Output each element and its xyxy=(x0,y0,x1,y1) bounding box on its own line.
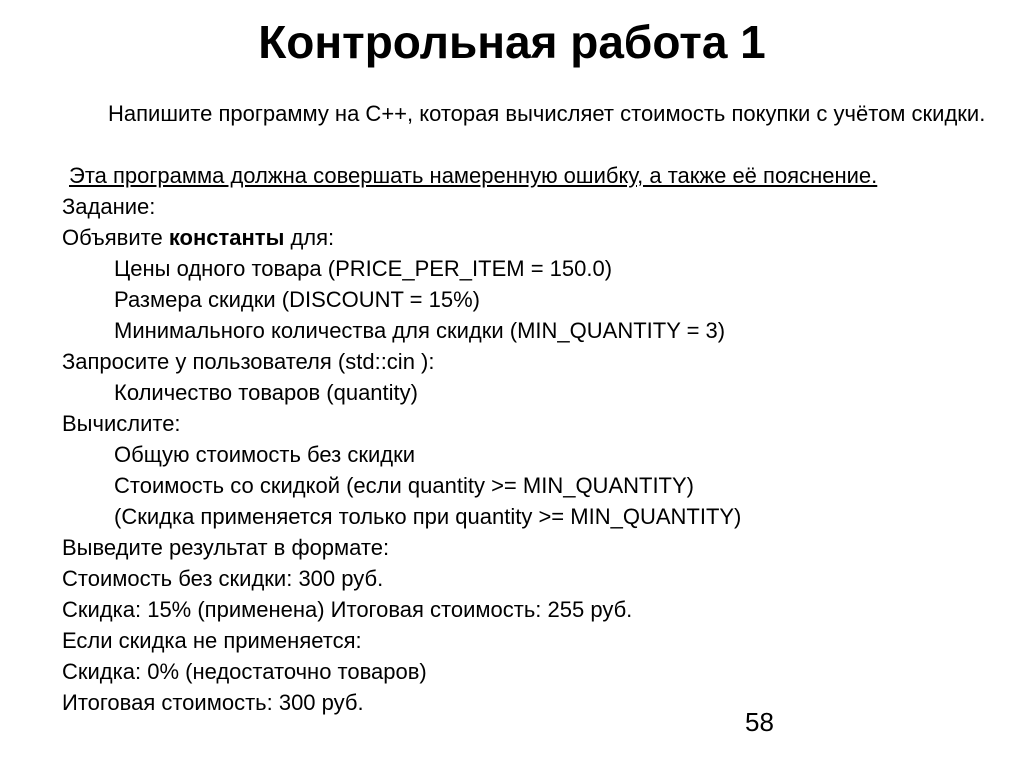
declare-suffix: для: xyxy=(284,225,335,250)
compute-item-total: Общую стоимость без скидки xyxy=(114,442,416,467)
output-example-discount-applied: Скидка: 15% (применена) Итоговая стоимость: 255 руб. xyxy=(62,597,633,622)
compute-item-condition: (Скидка применяется только при quantity >= MIN_QUANTITY) xyxy=(114,504,742,529)
ask-label: Запросите у пользователя (std::cin ): xyxy=(62,349,435,374)
intro-text: Напишите программу на С++, которая вычисляет стоимость покупки с учётом скидки. xyxy=(108,101,986,126)
constant-price: Цены одного товара (PRICE_PER_ITEM = 150.0) xyxy=(114,256,613,281)
declare-bold-word: константы xyxy=(168,225,285,250)
task-label: Задание: xyxy=(62,194,156,219)
output-example-no-discount: Стоимость без скидки: 300 руб. xyxy=(62,566,384,591)
output-example-zero-discount: Скидка: 0% (недостаточно товаров) xyxy=(62,659,427,684)
ask-item-quantity: Количество товаров (quantity) xyxy=(114,380,418,405)
declare-constants-line xyxy=(62,223,334,253)
output-example-final-cost: Итоговая стоимость: 300 руб. xyxy=(62,690,364,715)
error-note: Эта программа должна совершать намеренную ошибку, а также её пояснение. xyxy=(69,163,878,188)
output-if-not-applied: Если скидка не применяется: xyxy=(62,628,362,653)
page-number: 58 xyxy=(745,707,774,737)
compute-item-discounted: Стоимость со скидкой (если quantity >= MIN_QUANTITY) xyxy=(114,473,694,498)
constant-discount: Размера скидки (DISCOUNT = 15%) xyxy=(114,287,480,312)
output-format-label: Выведите результат в формате: xyxy=(62,535,390,560)
slide-title: Контрольная работа 1 xyxy=(258,16,766,68)
constant-min-quantity: Минимального количества для скидки (MIN_QUANTITY = 3) xyxy=(114,318,726,343)
compute-label: Вычислите: xyxy=(62,411,181,436)
declare-prefix: Объявите xyxy=(62,225,169,250)
